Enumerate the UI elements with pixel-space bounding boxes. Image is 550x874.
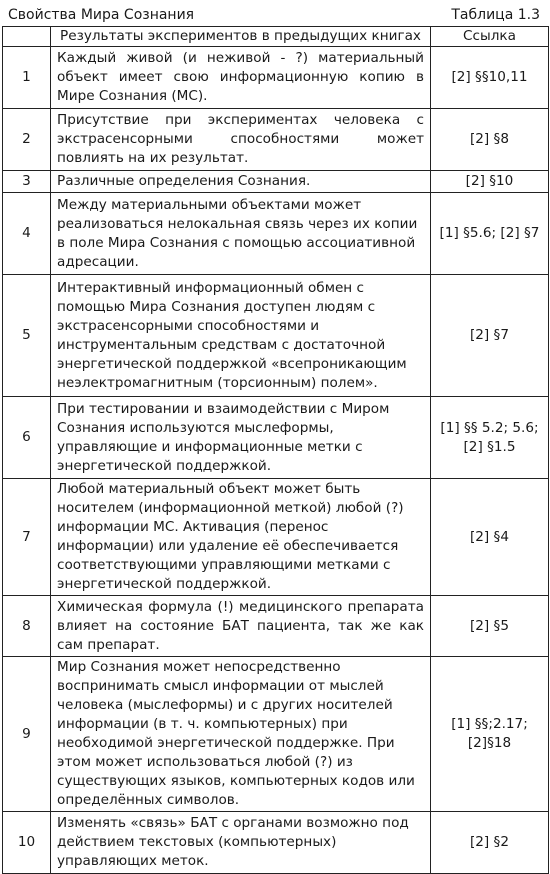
header-number [3,27,51,47]
row-number: 3 [3,171,51,193]
table-row [3,109,549,171]
table-row [3,397,549,479]
row-number: 10 [3,812,51,874]
row-reference: [1] §§;2.17; [2]§18 [431,657,549,812]
row-text: Химическая формула (!) медицинского препарата влияет на состояние БАТ пациента, так же как сам препарат. [51,596,431,657]
table-row [3,657,549,812]
row-text: При тестировании и взаимодействии с Миром Сознания используются мыслеформы, управляющие и информационные метки с энергетической поддержкой. [51,397,431,479]
header-results: Результаты экспериментов в предыдущих книгах [51,27,431,47]
row-number: 6 [3,397,51,479]
row-reference: [2] §2 [431,812,549,874]
document-page [2,4,548,874]
row-number: 9 [3,657,51,812]
row-text: Различные определения Сознания. [51,171,431,193]
row-reference: [2] §4 [431,479,549,596]
properties-table [2,26,549,874]
row-number: 8 [3,596,51,657]
table-row [3,193,549,275]
table-title: Свойства Мира Сознания [8,7,195,23]
table-row [3,275,549,397]
header-row [3,27,549,47]
row-text: Каждый живой (и неживой - ?) материальный объект имеет свою информационную копию в Мире Сознания (МС). [51,47,431,109]
row-number: 2 [3,109,51,171]
table-caption [2,4,548,24]
row-reference: [2] §8 [431,109,549,171]
row-reference: [2] §10 [431,171,549,193]
table-row [3,171,549,193]
row-text: Любой материальный объект может быть носителем (информационной меткой) любой (?) информации МС. Активация (перенос информации) или удаление её обеспечивается соответствующими управляющими метками с энергетической поддержкой. [51,479,431,596]
table-row [3,812,549,874]
table-number: Таблица 1.3 [451,7,540,23]
row-reference: [2] §7 [431,275,549,397]
row-text: Интерактивный информационный обмен с помощью Мира Сознания доступен людям с экстрасенсорными способностями и инструментальным средствам с достаточной энергетической поддержкой «всепроникающим неэлектромагнитным (торсионным) полем». [51,275,431,397]
row-text: Между материальными объектами может реализоваться нелокальная связь через их копии в поле Мира Сознания с помощью ассоциативной адресации. [51,193,431,275]
row-number: 4 [3,193,51,275]
row-reference: [2] §5 [431,596,549,657]
row-reference: [2] §§10,11 [431,47,549,109]
table-row [3,47,549,109]
row-number: 5 [3,275,51,397]
row-reference: [1] §§ 5.2; 5.6; [2] §1.5 [431,397,549,479]
row-number: 1 [3,47,51,109]
row-text: Мир Сознания может непосредственно воспринимать смысл информации от мыслей человека (мыслеформы) и с других носителей информации (в т. ч. компьютерных) при необходимой энергетической поддержке. При этом может использоваться любой (?) из существующих языков, компьютерных кодов или определённых символов. [51,657,431,812]
row-text: Присутствие при экспериментах человека с экстрасенсорными способностями может повлиять на их результат. [51,109,431,171]
header-reference: Ссылка [431,27,549,47]
table-row [3,596,549,657]
row-reference: [1] §5.6; [2] §7 [431,193,549,275]
table-row [3,479,549,596]
row-number: 7 [3,479,51,596]
row-text: Изменять «связь» БАТ с органами возможно под действием текстовых (компьютерных) управляющих меток. [51,812,431,874]
